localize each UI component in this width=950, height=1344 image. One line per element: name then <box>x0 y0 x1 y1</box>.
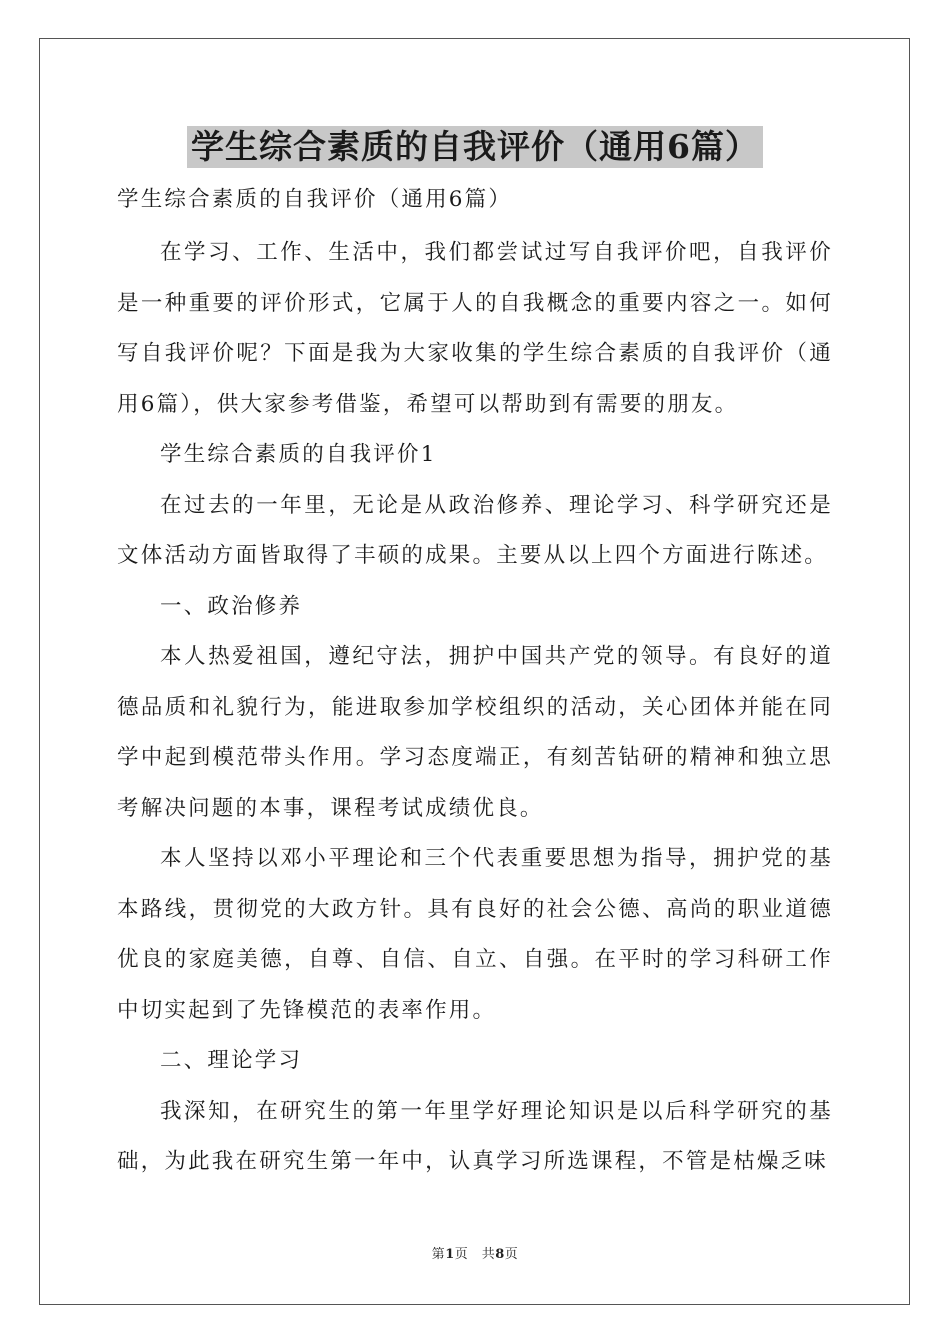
paragraph: 本人热爱祖国，遵纪守法，拥护中国共产党的领导。有良好的道德品质和礼貌行为，能进取参加学校组织的活动，关心团体并能在同学中起到模范带头作用。学习态度端正，有刻苦钻研的精神和独立思考解决问题的本事，课程考试成绩优良。 <box>117 644 833 821</box>
section-heading-theory: 二、理论学习 <box>160 1048 303 1073</box>
paragraph-intro: 在学习、工作、生活中，我们都尝试过写自我评价吧，自我评价是一种重要的评价形式，它属于人的自我概念的重要内容之一。如何写自我评价呢？下面是我为大家收集的学生综合素质的自我评价（通用6篇），供大家参考借鉴，希望可以帮助到有需要的朋友。 <box>117 240 833 417</box>
page-prefix: 第 <box>431 1247 446 1262</box>
title-container <box>0 126 950 168</box>
section-heading-1: 学生综合素质的自我评价1 <box>160 442 437 467</box>
document-subtitle: 学生综合素质的自我评价（通用6篇） <box>117 187 513 212</box>
page-suffix: 页 <box>504 1247 519 1262</box>
page-footer <box>0 1243 950 1262</box>
paragraph: 我深知，在研究生的第一年里学好理论知识是以后科学研究的基础，为此我在研究生第一年中，认真学习所选课程，不管是枯燥乏味 <box>117 1098 833 1174</box>
paragraph: 在过去的一年里，无论是从政治修养、理论学习、科学研究还是文体活动方面皆取得了丰硕的成果。主要从以上四个方面进行陈述。 <box>117 492 833 568</box>
document-title: 学生综合素质的自我评价（通用6篇） <box>187 126 763 168</box>
section-heading-political: 一、政治修养 <box>160 593 303 619</box>
page-current: 1 <box>445 1247 455 1262</box>
page-mid: 页 共 <box>454 1247 496 1262</box>
document-body <box>117 180 833 1188</box>
page-total: 8 <box>495 1247 505 1262</box>
paragraph: 本人坚持以邓小平理论和三个代表重要思想为指导，拥护党的基本路线，贯彻党的大政方针。具有良好的社会公德、高尚的职业道德优良的家庭美德，自尊、自信、自立、自强。在平时的学习科研工作中切实起到了先锋模范的表率作用。 <box>117 846 833 1023</box>
